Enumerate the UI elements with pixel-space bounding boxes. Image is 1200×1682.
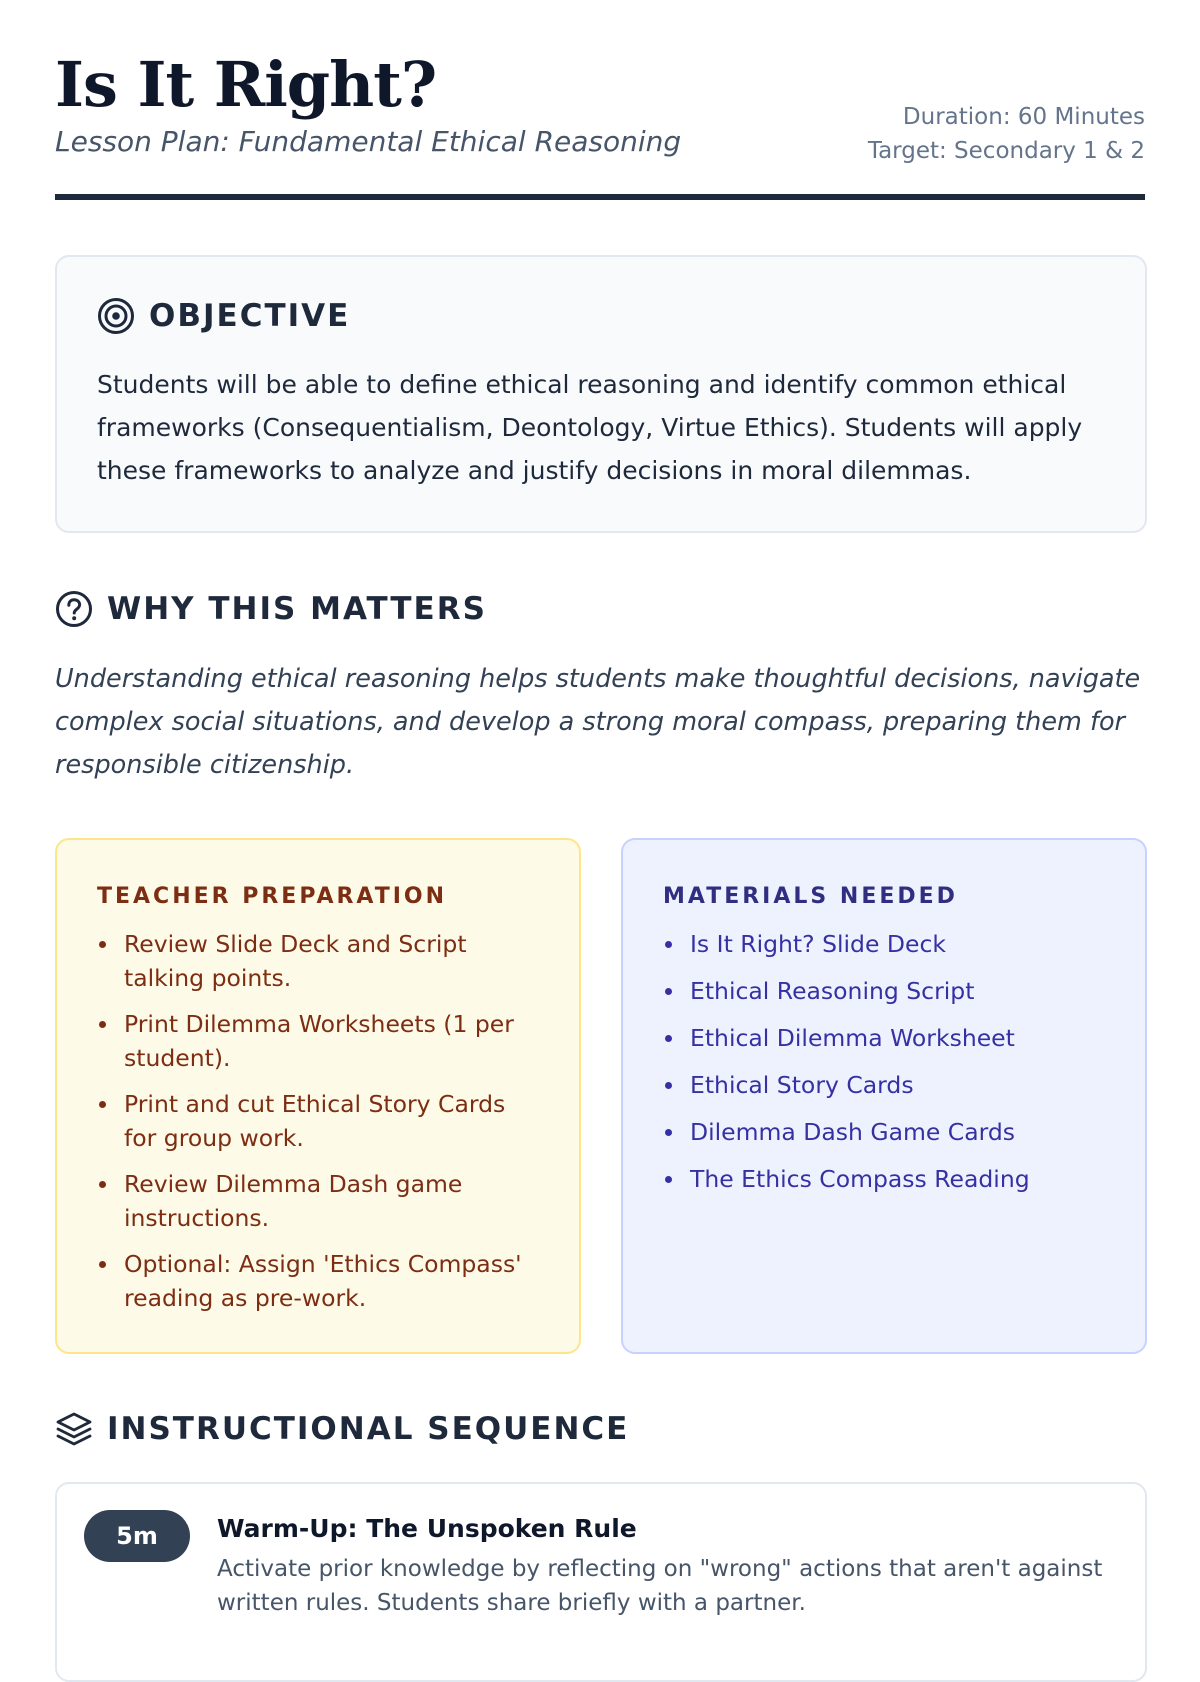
sequence-heading — [55, 1410, 1147, 1448]
list-item: Dilemma Dash Game Cards — [663, 1115, 1107, 1149]
layers-icon — [55, 1410, 93, 1448]
list-item: Ethical Dilemma Worksheet — [663, 1021, 1107, 1055]
list-item: Review Dilemma Dash game instructions. — [97, 1167, 541, 1235]
list-item: The Ethics Compass Reading — [663, 1162, 1107, 1196]
step-description: Activate prior knowledge by reflecting on "wrong" actions that aren't against written rules. Students share briefly with a partner. — [217, 1556, 1103, 1616]
why-heading-text: WHY THIS MATTERS — [107, 591, 487, 627]
sequence-heading-text: INSTRUCTIONAL SEQUENCE — [107, 1411, 630, 1447]
page-subtitle: Lesson Plan: Fundamental Ethical Reasoning — [55, 125, 682, 158]
materials-box — [621, 838, 1147, 1354]
list-item: Ethical Story Cards — [663, 1068, 1107, 1102]
teacher-preparation-list — [97, 927, 541, 1315]
teacher-preparation-box — [55, 838, 581, 1354]
objective-card — [55, 255, 1147, 533]
objective-text: Students will be able to define ethical reasoning and identify common ethical frameworks (Consequentialism, Deontology, Virtue Ethics). Students will apply these frameworks to analyze and justify decisions in moral dilemmas. — [97, 370, 1083, 485]
question-circle-icon — [55, 590, 93, 628]
list-item: Print Dilemma Worksheets (1 per student). — [97, 1007, 541, 1075]
materials-list — [663, 927, 1107, 1196]
list-item: Print and cut Ethical Story Cards for group work. — [97, 1087, 541, 1155]
list-item: Review Slide Deck and Script talking points. — [97, 927, 541, 995]
why-section — [55, 590, 1147, 787]
objective-heading — [97, 297, 1105, 335]
materials-heading: MATERIALS NEEDED — [663, 884, 958, 909]
duration-label: Duration: 60 Minutes — [902, 104, 1145, 130]
why-heading — [55, 590, 1147, 628]
page-title: Is It Right? — [55, 48, 437, 121]
objective-heading-text: OBJECTIVE — [149, 298, 351, 334]
page-header — [55, 0, 1145, 200]
step-duration-badge: 5m — [84, 1510, 190, 1562]
why-text: Understanding ethical reasoning helps students make thoughtful decisions, navigate complex social situations, and develop a strong moral compass, preparing them for responsible citizenship. — [55, 664, 1141, 780]
list-item: Optional: Assign 'Ethics Compass' reading as pre-work. — [97, 1247, 541, 1315]
step-title: Warm-Up: The Unspoken Rule — [217, 1514, 637, 1543]
sequence-step-card — [55, 1482, 1147, 1682]
target-label: Target: Secondary 1 & 2 — [867, 138, 1145, 164]
list-item: Ethical Reasoning Script — [663, 974, 1107, 1008]
list-item: Is It Right? Slide Deck — [663, 927, 1107, 961]
target-icon — [97, 297, 135, 335]
teacher-preparation-heading: TEACHER PREPARATION — [97, 884, 448, 909]
sequence-section — [55, 1410, 1147, 1448]
lesson-meta — [868, 100, 1145, 168]
